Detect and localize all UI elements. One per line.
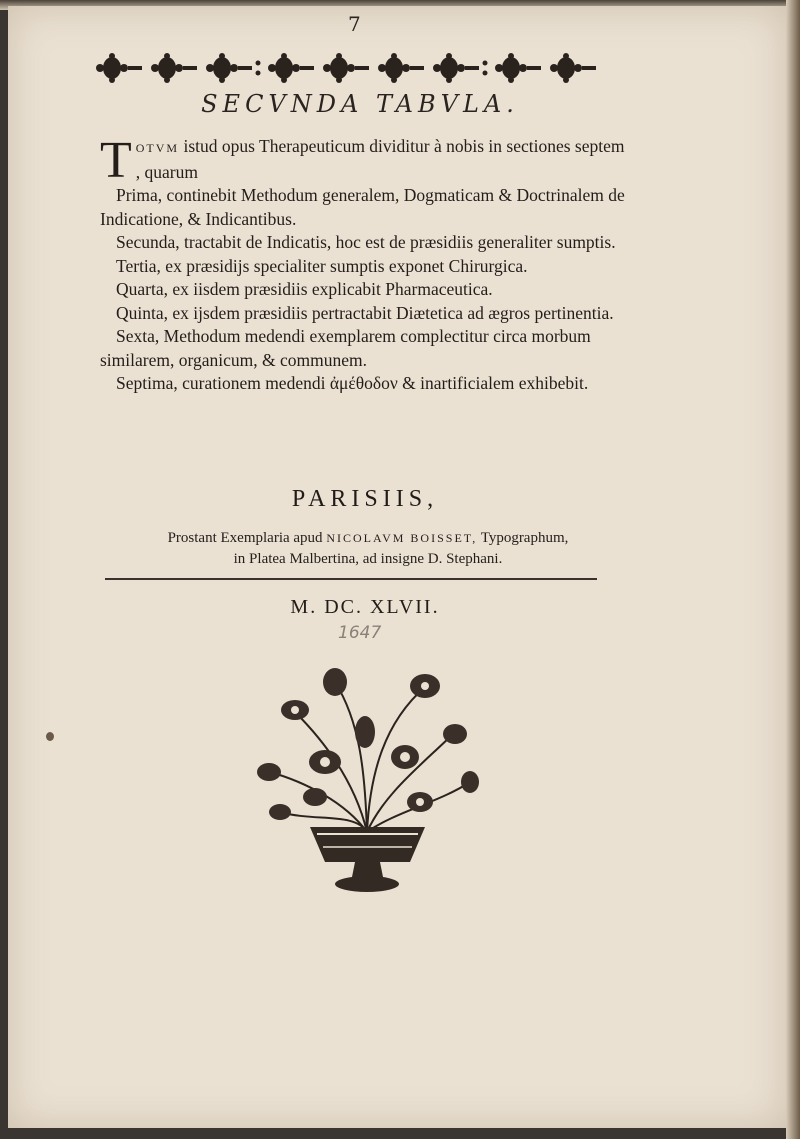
drop-cap: T (100, 132, 132, 189)
imprint-prefix: Prostant Exemplaria apud (167, 530, 327, 546)
imprint-publisher (98, 528, 638, 570)
section-item-6: Sexta, Methodum medendi exemplarem complectitur circa morbum similarem, organicum, & communem. (100, 326, 591, 370)
flower-vase-woodcut (255, 662, 480, 897)
divider-rule (105, 578, 597, 580)
imprint-city: PARISIIS, (291, 486, 439, 512)
printer-name: NICOLAVM BOISSET, (326, 531, 478, 545)
publication-year: M. DC. XLVII. (290, 596, 440, 618)
section-item-5: Quinta, ex ijsdem præsidiis pertractabit Diætetica ad ægros pertinentia. (116, 302, 614, 323)
page-number: 7 (348, 12, 361, 36)
imprint-suffix: Typographum, (477, 530, 569, 546)
intro-text: istud opus Therapeuticum dividitur à nobis in sectiones septem , quarum (135, 136, 625, 182)
imprint-address: in Platea Malbertina, ad insigne D. Stephani. (233, 551, 503, 567)
intro-smallcaps: OTVM (135, 141, 180, 155)
decorative-ornament-band (90, 52, 620, 84)
table-of-sections (100, 132, 630, 396)
page-gutter (786, 0, 800, 1139)
section-item-2: Secunda, tractabit de Indicatis, hoc est de præsidiis generaliter sumptis. (116, 232, 616, 252)
section-item-4: Quarta, ex iisdem præsidiis explicabit Pharmaceutica. (116, 279, 493, 299)
section-item-1: Prima, continebit Methodum generalem, Dogmaticam & Doctrinalem de Indicatione, & Indicantibus. (100, 185, 625, 229)
handwritten-annotation: 1647 (338, 623, 382, 643)
section-heading: SECVNDA TABVLA. (201, 90, 519, 118)
section-item-3: Tertia, ex præsidijs specialiter sumptis exponet Chirurgica. (116, 255, 528, 276)
paper-stain (46, 732, 54, 741)
intro-paragraph (100, 132, 630, 189)
section-item-7: Septima, curationem medendi ἀμέθοδον & inartificialem exhibebit. (116, 373, 589, 393)
